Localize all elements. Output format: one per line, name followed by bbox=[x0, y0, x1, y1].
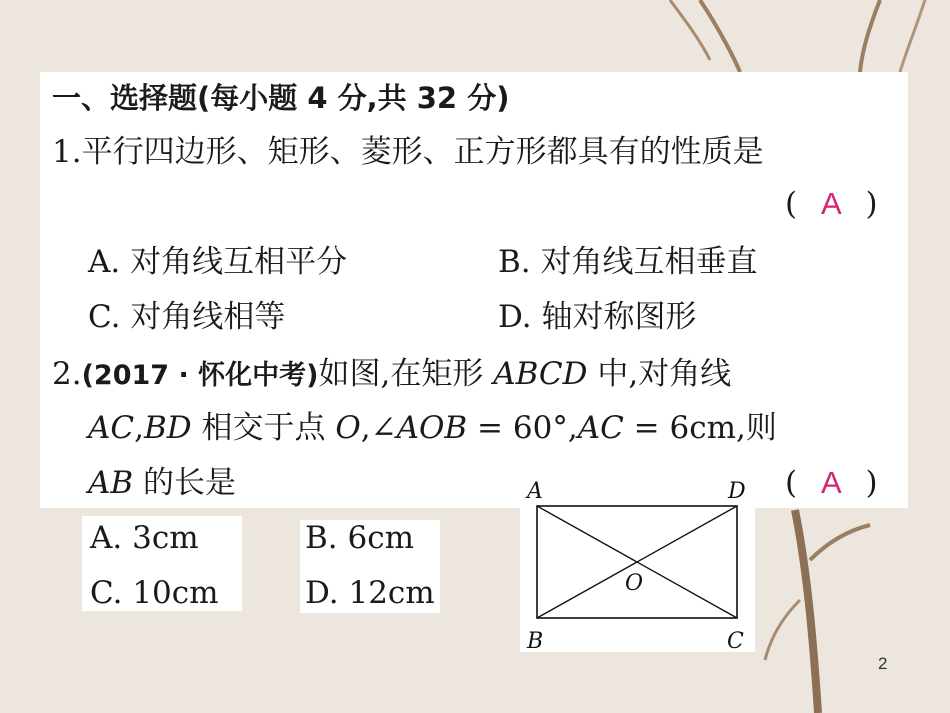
q2-option-d-key: D. bbox=[305, 575, 339, 611]
q2-answer: A bbox=[820, 465, 842, 500]
q1-option-c bbox=[88, 297, 285, 337]
q1-option-d-text: 轴对称图形 bbox=[541, 299, 697, 335]
q1-option-b-text: 对角线互相垂直 bbox=[540, 244, 758, 280]
q2-option-b-key: B. bbox=[305, 520, 338, 556]
q2-var-bd: BD bbox=[143, 410, 192, 446]
vertex-label-a: A bbox=[527, 479, 543, 504]
q1-paren-open: ( bbox=[785, 186, 798, 222]
q2-stem-3: 相交于点 bbox=[201, 410, 326, 446]
q2-stem-1: 如图,在矩形 bbox=[318, 356, 484, 392]
q2-var-o: O bbox=[335, 410, 361, 446]
q2-option-b bbox=[305, 518, 414, 558]
q1-answer-slot bbox=[785, 184, 878, 224]
q2-var-ac: AC bbox=[88, 410, 135, 446]
q1-option-b bbox=[498, 242, 758, 282]
page-number: 2 bbox=[878, 654, 888, 673]
q1-option-c-text: 对角线相等 bbox=[130, 299, 286, 335]
q2-option-c bbox=[90, 573, 219, 613]
q2-stem-line-1 bbox=[52, 354, 731, 396]
q1-answer: A bbox=[820, 186, 842, 221]
center-label-o: O bbox=[625, 571, 644, 596]
q1-option-a-text: 对角线互相平分 bbox=[130, 244, 348, 280]
q1-option-b-key: B. bbox=[498, 244, 531, 280]
q2-option-b-text: 6cm bbox=[347, 520, 414, 556]
q2-option-c-text: 10cm bbox=[132, 575, 219, 611]
q1-paren-close: ) bbox=[865, 186, 878, 222]
q2-stem-2: 中,对角线 bbox=[597, 356, 732, 392]
q2-stem-line-2 bbox=[88, 408, 777, 448]
q2-option-a-text: 3cm bbox=[132, 520, 199, 556]
q2-comma: , bbox=[134, 410, 144, 446]
vertex-label-c: C bbox=[727, 629, 744, 652]
q2-var-ac2: AC bbox=[577, 410, 624, 446]
q2-stem-5: = 60°, bbox=[477, 410, 578, 446]
q2-option-c-key: C. bbox=[90, 575, 123, 611]
q2-option-a-key: A. bbox=[90, 520, 123, 556]
q2-option-d bbox=[305, 573, 435, 613]
section-title: 一、选择题(每小题 4 分,共 32 分) bbox=[52, 81, 510, 115]
q2-option-d-text: 12cm bbox=[348, 575, 435, 611]
q1-option-d bbox=[498, 297, 696, 337]
q1-option-d-key: D. bbox=[498, 299, 532, 335]
q1-option-a bbox=[88, 242, 347, 282]
q2-var-ab: AB bbox=[88, 465, 134, 501]
q2-stem-line-3 bbox=[88, 463, 236, 503]
q2-stem-6: = 6cm,则 bbox=[633, 410, 777, 446]
q2-stem-7: 的长是 bbox=[143, 465, 237, 501]
q2-source: (2017 · 怀化中考) bbox=[81, 360, 319, 391]
q1-stem-line bbox=[52, 132, 764, 172]
q1-option-c-key: C. bbox=[88, 299, 121, 335]
vertex-label-b: B bbox=[527, 629, 544, 652]
q2-paren-open: ( bbox=[785, 465, 798, 501]
vertex-label-d: D bbox=[728, 479, 746, 504]
q1-option-a-key: A. bbox=[88, 244, 121, 280]
q2-var-abcd: ABCD bbox=[493, 356, 588, 392]
rectangle-figure bbox=[520, 476, 755, 652]
q1-number: 1. bbox=[52, 134, 82, 170]
q2-number: 2. bbox=[52, 356, 82, 392]
q2-answer-slot bbox=[785, 463, 878, 503]
q2-stem-4: ,∠ bbox=[360, 410, 397, 446]
q2-paren-close: ) bbox=[865, 465, 878, 501]
q2-var-aob: AOB bbox=[396, 410, 468, 446]
q1-stem: 平行四边形、矩形、菱形、正方形都具有的性质是 bbox=[81, 134, 764, 170]
q2-option-a bbox=[90, 518, 199, 558]
